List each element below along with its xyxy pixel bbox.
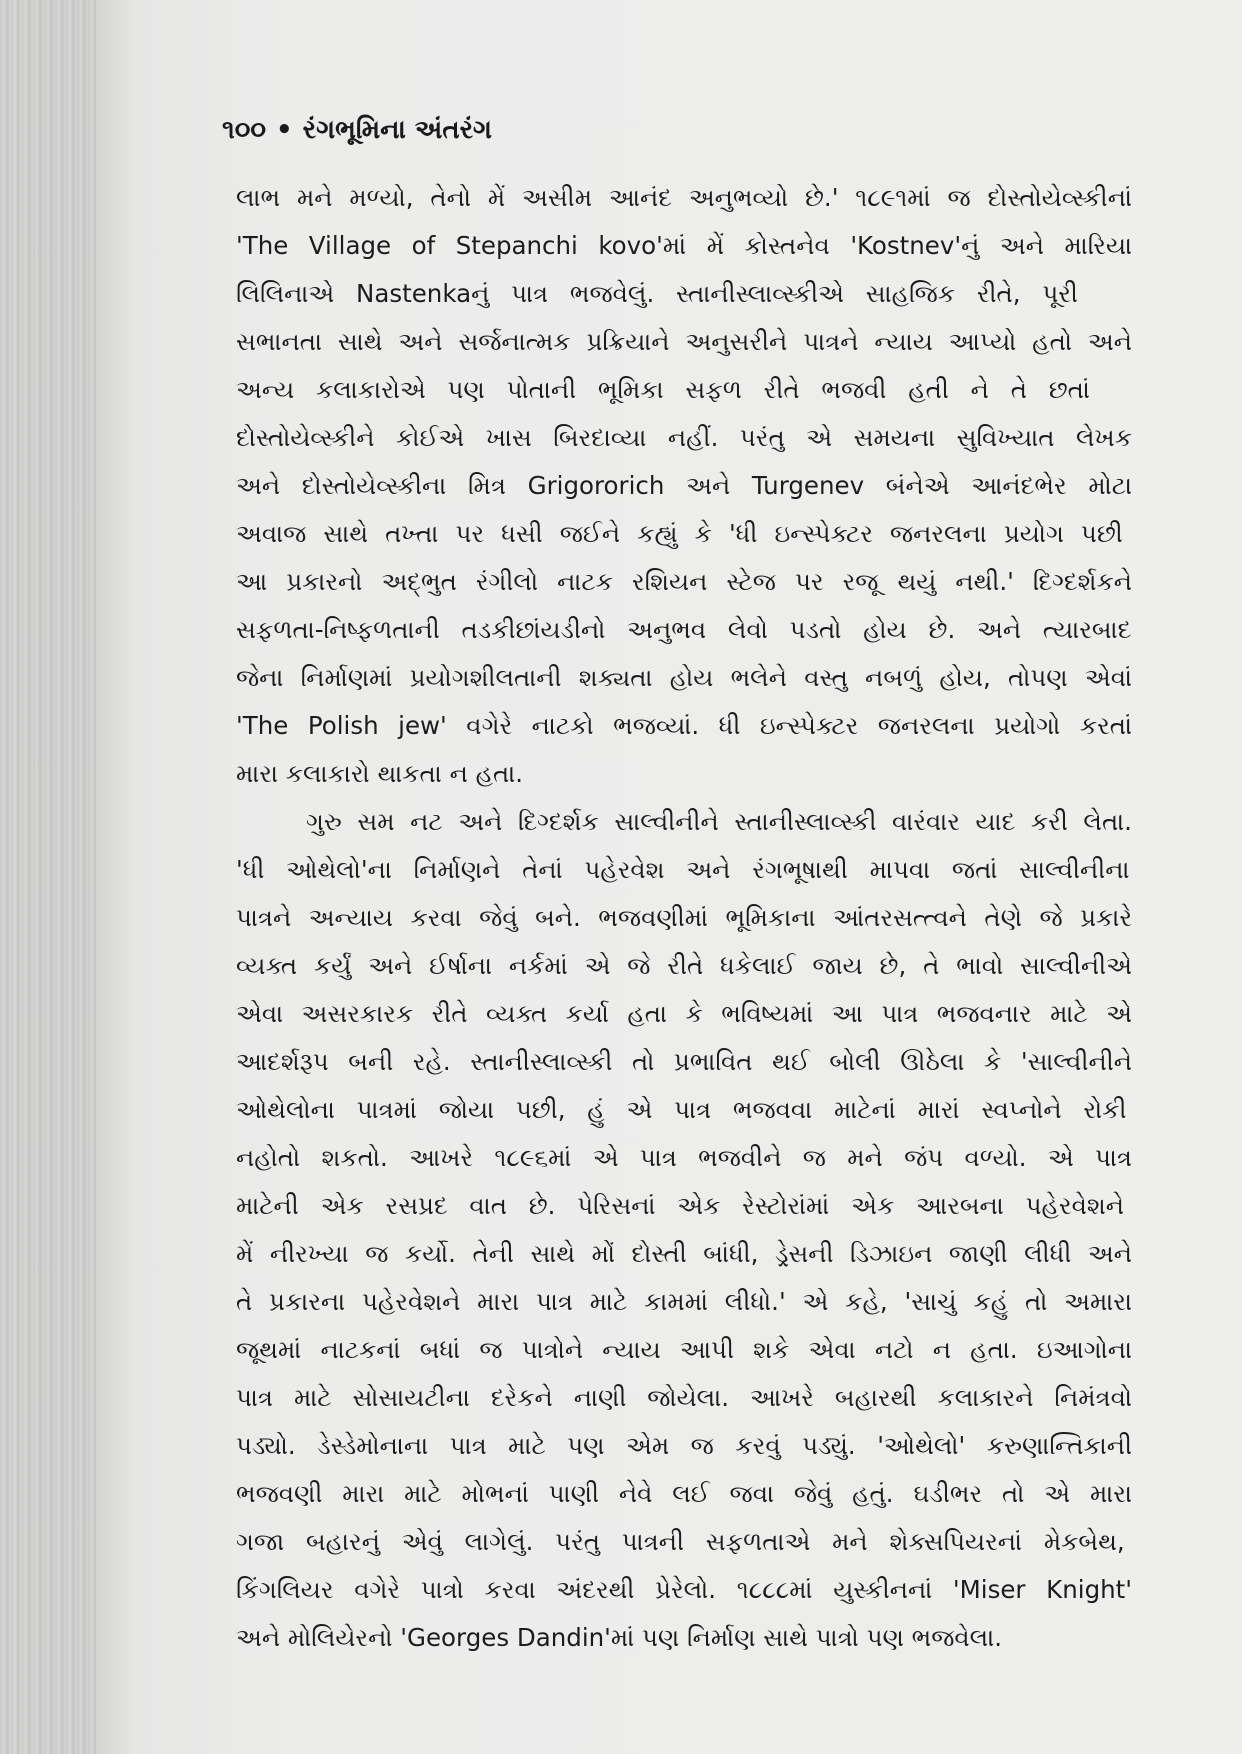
text-line: કિંગલિયર વગેરે પાત્રો કરવા અંદરથી પ્રેરેલો. ૧૮૮૮માં યુસ્કીનનાં 'Miser Knight' <box>236 1575 1132 1604</box>
text-line: અન્ય કલાકારોએ પણ પોતાની ભૂમિકા સફળ રીતે ભજવી હતી ને તે છતાં <box>236 375 1090 404</box>
text-line: 'ધી ઓથેલો'ના નિર્માણને તેનાં પહેરવેશ અને રંગભૂષાથી માપવા જતાં સાલ્વીનીના <box>236 855 1130 884</box>
text-line: આદર્શરૂપ બની રહે. સ્તાનીસ્લાવ્સ્કી તો પ્રભાવિત થઈ બોલી ઊઠેલા કે 'સાલ્વીનીને <box>236 1047 1132 1076</box>
running-header <box>222 110 492 150</box>
text-line: માટેની એક રસપ્રદ વાત છે. પેરિસનાં એક રેસ્ટોરાંમાં એક આરબના પહેરવેશને <box>236 1191 1124 1220</box>
body-text <box>236 174 1132 1662</box>
text-line: લિલિનાએ Nastenkaનું પાત્ર ભજવેલું. સ્તાનીસ્લાવ્સ્કીએ સાહજિક રીતે, પૂરી <box>236 279 1078 308</box>
text-line: સફળતા-નિષ્ફળતાની તડકીછાંયડીનો અનુભવ લેવો પડતો હોય છે. અને ત્યારબાદ <box>236 615 1132 644</box>
text-line: 'The Village of Stepanchi kovo'માં મેં કોસ્તનેવ 'Kostnev'નું અને મારિયા <box>236 231 1132 260</box>
text-line: મેં નીરખ્યા જ કર્યો. તેની સાથે મોં દોસ્તી બાંધી, ડ્રેસની ડિઝાઇન જાણી લીધી અને <box>236 1239 1132 1268</box>
text-line: પાત્ર માટે સોસાયટીના દરેકને નાણી જોયેલા. આખરે બહારથી કલાકારને નિમંત્રવો <box>236 1383 1132 1412</box>
text-line: 'The Polish jew' વગેરે નાટકો ભજવ્યાં. ધી ઇન્સ્પેક્ટર જનરલના પ્રયોગો કરતાં <box>236 711 1132 740</box>
text-line: લાભ મને મળ્યો, તેનો મેં અસીમ આનંદ અનુભવ્યો છે.' ૧૮૯૧માં જ દોસ્તોયેવ્સ્કીનાં <box>236 183 1132 212</box>
text-line: આ પ્રકારનો અદ્ભુત રંગીલો નાટક રશિયન સ્ટેજ પર રજૂ થયું નથી.' દિગ્દર્શકને <box>236 567 1132 596</box>
text-line: દોસ્તોયેવ્સ્કીને કોઈએ ખાસ બિરદાવ્યા નહીં. પરંતુ એ સમયના સુવિખ્યાત લેખક <box>236 423 1132 452</box>
page-number: ૧૦૦ <box>222 114 267 145</box>
book-title: રંગભૂમિના અંતરંગ <box>302 114 493 145</box>
text-line: અને મોલિયેરનો 'Georges Dandin'માં પણ નિર્માણ સાથે પાત્રો પણ ભજવેલા. <box>236 1623 1002 1652</box>
text-line: ગુરુ સમ નટ અને દિગ્દર્શક સાલ્વીનીને સ્તાનીસ્લાવ્સ્કી વારંવાર યાદ કરી લેતા. <box>306 807 1132 836</box>
text-line: મારા કલાકારો થાકતા ન હતા. <box>236 759 524 788</box>
text-line: એવા અસરકારક રીતે વ્યક્ત કર્યા હતા કે ભવિષ્યમાં આ પાત્ર ભજવનાર માટે એ <box>236 999 1132 1028</box>
text-line: જૂથમાં નાટકનાં બધાં જ પાત્રોને ન્યાય આપી શકે એવા નટો ન હતા. ઇઆગોના <box>236 1335 1132 1364</box>
text-line: સભાનતા સાથે અને સર્જનાત્મક પ્રક્રિયાને અનુસરીને પાત્રને ન્યાય આપ્યો હતો અને <box>236 327 1132 356</box>
text-line: જેના નિર્માણમાં પ્રયોગશીલતાની શક્યતા હોય ભલેને વસ્તુ નબળું હોય, તોપણ એવાં <box>236 663 1132 692</box>
text-line: અવાજ સાથે તખ્તા પર ધસી જઈને કહ્યું કે 'ધી ઇન્સ્પેક્ટર જનરલના પ્રયોગ પછી <box>236 519 1123 548</box>
text-line: પડ્યો. ડેસ્ડેમોનાના પાત્ર માટે પણ એમ જ કરવું પડ્યું. 'ઓથેલો' કરુણાન્તિકાની <box>236 1431 1132 1460</box>
text-line: ભજવણી મારા માટે મોભનાં પાણી નેવે લઈ જવા જેવું હતું. ઘડીભર તો એ મારા <box>236 1479 1132 1508</box>
text-line: પાત્રને અન્યાય કરવા જેવું બને. ભજવણીમાં ભૂમિકાના આંતરસત્ત્વને તેણે જે પ્રકારે <box>236 903 1132 932</box>
text-line: અને દોસ્તોયેવ્સ્કીના મિત્ર Grigororich અને Turgenev બંનેએ આનંદભેર મોટા <box>236 471 1132 500</box>
text-line: ગજા બહારનું એવું લાગેલું. પરંતુ પાત્રની સફળતાએ મને શેક્સપિયરનાં મેકબેથ, <box>236 1527 1125 1556</box>
text-line: નહોતો શકતો. આખરે ૧૮૯૬માં એ પાત્ર ભજવીને જ મને જંપ વળ્યો. એ પાત્ર <box>236 1143 1132 1172</box>
book-page-edges <box>0 0 96 1754</box>
text-line: ઓથેલોના પાત્રમાં જોયા પછી, હું એ પાત્ર ભજવવા માટેનાં મારાં સ્વપ્નોને રોકી <box>236 1095 1127 1124</box>
text-line: તે પ્રકારના પહેરવેશને મારા પાત્ર માટે કામમાં લીધો.' એ કહે, 'સાચું કહું તો અમારા <box>236 1287 1132 1316</box>
header-separator: • <box>276 115 293 145</box>
text-line: વ્યક્ત કર્યું અને ઈર્ષાના નર્કમાં એ જે રીતે ધકેલાઈ જાય છે, તે ભાવો સાલ્વીનીએ <box>236 951 1132 980</box>
